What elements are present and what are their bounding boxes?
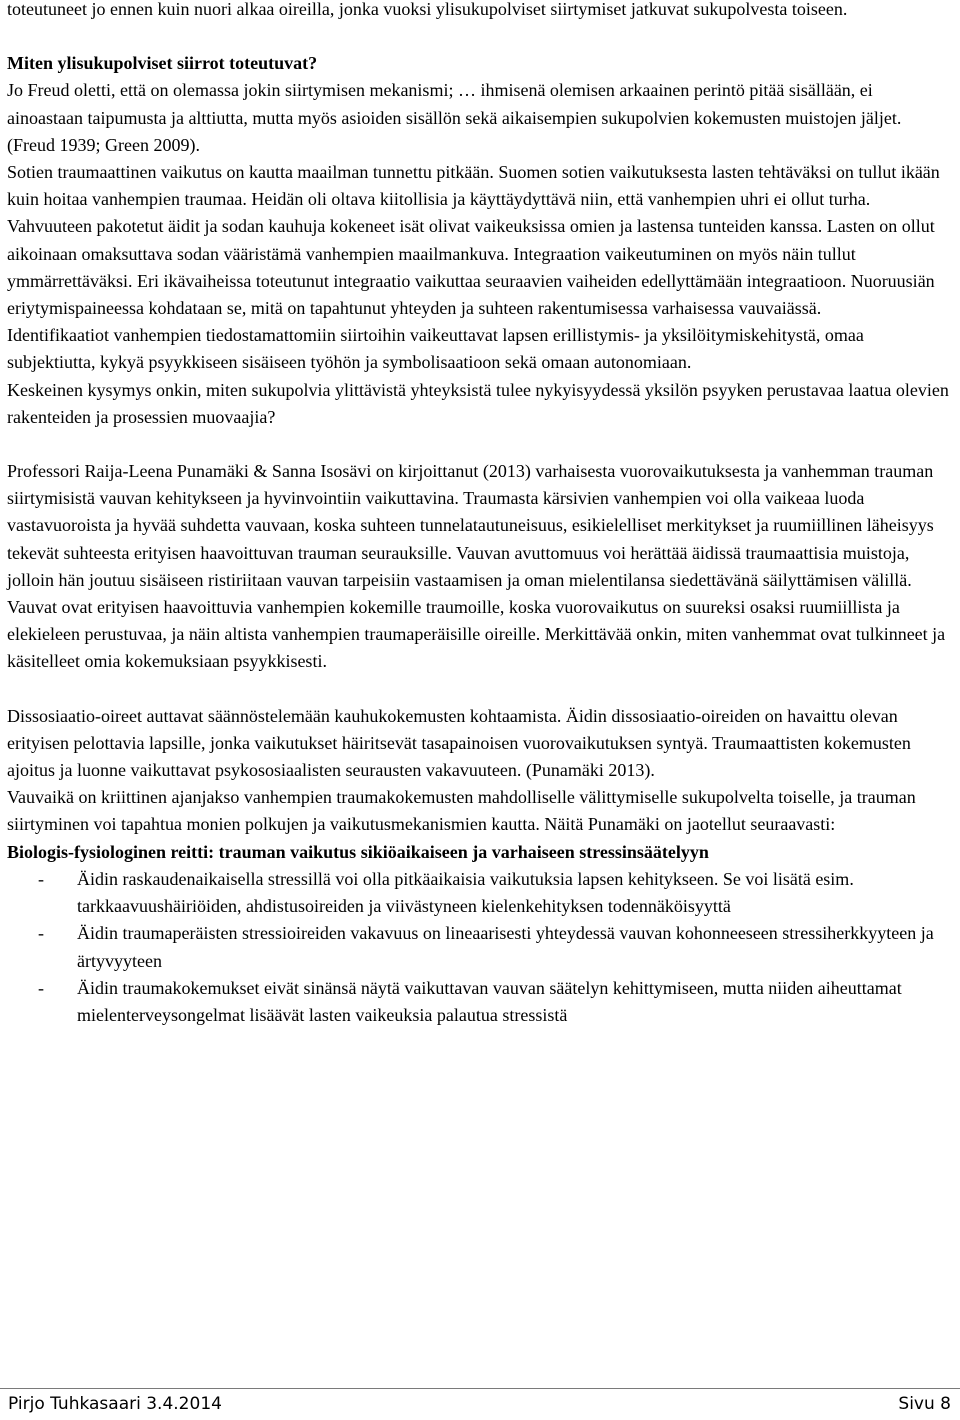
paragraph-dissociation: Dissosiaatio-oireet auttavat säännöstelemään kauhukokemusten kohtaamista. Äidin dissosiaatio-oireiden on havaittu olevan erityisen pelottavia lapsille, jonka vaikutukset häiritsevät tasapainoisen vuorovaikutuksen syntyä. Traumaattisten kokemusten ajoitus ja luonne vaikuttavat psykososiaalisten seurausten vakavuuteen. (Punamäki 2013).: [7, 705, 911, 781]
footer-author-date: Pirjo Tuhkasaari 3.4.2014: [8, 1394, 222, 1414]
paragraph-gap: [7, 23, 953, 50]
dash-bullet: -: [38, 977, 44, 998]
list-item: [7, 866, 953, 920]
paragraph-freud: Jo Freud oletti, että on olemassa jokin siirtymisen mekanismi; … ihmisenä olemisen arkaainen perintö pitää sisällään, ei ainoastaan taipumusta ja alttiutta, mutta myös asioiden sisällön sekä aikaisempien sukupolvien kokemusten muistojen jäljet. (Freud 1939; Green 2009).: [7, 80, 902, 155]
list-item-text: Äidin traumakokemukset eivät sinänsä näytä vaikuttavan vauvan säätelyn kehittymiseen, mutta niiden aiheuttamat mielenterveysongelmat lisäävät lasten vaikeuksia palautua stressistä: [77, 977, 902, 1025]
list-item-text: Äidin raskaudenaikaisella stressillä voi olla pitkäaikaisia vaikutuksia lapsen kehitykseen. Se voi lisätä esim. tarkkaavuushäiriöiden, ahdistusoireiden ja viivästyneen kielenkehityksen todennäköisyyttä: [77, 868, 854, 917]
page-footer: [0, 1388, 960, 1420]
paragraph-identification: Identifikaatiot vanhempien tiedostamattomiin siirtoihin vaikeuttavat lapsen erillistymis- ja yksilöitymiskehitystä, omaa subjektiutta, kykyä psyykkiseen sisäiseen työhön ja symbolisaatioon sekä omaan autonomiaan.: [7, 325, 864, 373]
list-item: [7, 975, 953, 1029]
paragraph-war-trauma: Sotien traumaattinen vaikutus on kautta maailman tunnettu pitkään. Suomen sotien vaikutuksesta lasten tehtäväksi on tullut ikään kuin hoitaa vanhempien traumaa. Heidän oli oltava kiitollisia ja käyttäydyttävä niin, että vanhempien uhri ei ollut turha. Vahvuuteen pakotetut äidit ja sodan kauhuja kokeneet isät olivat vaikeuksissa omien ja lastensa tunteiden kanssa. Lasten on ollut aikoinaan omaksuttava sodan vääristämä vanhempien maailmankuva. Integraation vaikeutuminen on myös näin tullut ymmärrettäväksi. Eri ikävaiheissa toteutunut integraatio vaikuttaa seuraavien vaiheiden edellyttämään integraatioon. Nuoruusiän eriytymispaineessa kohdataan se, mitä on tapahtunut yhteyden ja suhteen rakentumisessa varhaisessa vauvaiässä.: [7, 162, 940, 319]
section-heading: Miten ylisukupolviset siirrot toteutuvat?: [7, 53, 318, 74]
paragraph-gap: [7, 431, 953, 458]
list-item-text: Äidin traumaperäisten stressioireiden vakavuus on lineaarisesti yhteydessä vauvan kohonneeseen stressiherkkyyteen ja ärtyvyyteen: [77, 923, 934, 971]
paragraph-gap: [7, 676, 953, 703]
bullet-list: [7, 866, 953, 1029]
paragraph-infancy: Vauvaikä on kriittinen ajanjakso vanhempien traumakokemusten mahdolliselle välittymiselle sukupolvelta toiselle, ja trauman siirtyminen voi tapahtua monien polkujen ja vaikutusmekanismien kautta. Näitä Punamäki on jaotellut seuraavasti:: [7, 787, 916, 835]
dash-bullet: -: [38, 868, 44, 889]
document-page: [7, 0, 953, 1029]
paragraph-infants: Vauvat ovat erityisen haavoittuvia vanhempien kokemille traumoille, koska vuorovaikutus on suureksi osaksi ruumiillista ja elekieleen perustuvaa, ja näin altista vanhempien traumaperäisille oireille. Merkittävää onkin, miten vanhemmat ovat tulkinneet ja käsitelleet omia kokemuksiaan psyykkisesti.: [7, 597, 946, 672]
footer-page-number: Sivu 8: [898, 1394, 951, 1414]
list-item: [7, 920, 953, 974]
dash-bullet: -: [38, 923, 44, 944]
subsection-heading: Biologis-fysiologinen reitti: trauman vaikutus sikiöaikaiseen ja varhaiseen stressinsäätelyyn: [7, 841, 709, 862]
paragraph-continuation: toteutuneet jo ennen kuin nuori alkaa oireilla, jonka vuoksi ylisukupolviset siirtymiset jatkuvat sukupolvesta toiseen.: [7, 0, 848, 19]
paragraph-key-question: Keskeinen kysymys onkin, miten sukupolvia ylittävistä yhteyksistä tulee nykyisyydessä yksilön psyyken perustavaa laatua olevien rakenteiden ja prosessien muovaajia?: [7, 379, 949, 427]
paragraph-punamaki: Professori Raija-Leena Punamäki & Sanna Isosävi on kirjoittanut (2013) varhaisesta vuorovaikutuksesta ja vanhemman trauman siirtymisistä vauvan kehitykseen ja hyvinvointiin vaikuttavina. Traumasta kärsivien vanhempien voi olla vaikeaa luoda vastavuoroista ja hyvää suhdetta vauvaan, koska suhteen tunnelatautuneisuus, esikielelliset merkitykset ja ruumiillinen läheisyys tekevät suhteesta erityisen haavoittuvan trauman seurauksille. Vauvan avuttomuus voi herättää äidissä traumaattisia muistoja, jolloin hän joutuu sisäiseen ristiriitaan vauvan tarpeisiin vastaamisen ja oman mielentilansa siedettävänä säilyttämisen välillä.: [7, 461, 934, 590]
